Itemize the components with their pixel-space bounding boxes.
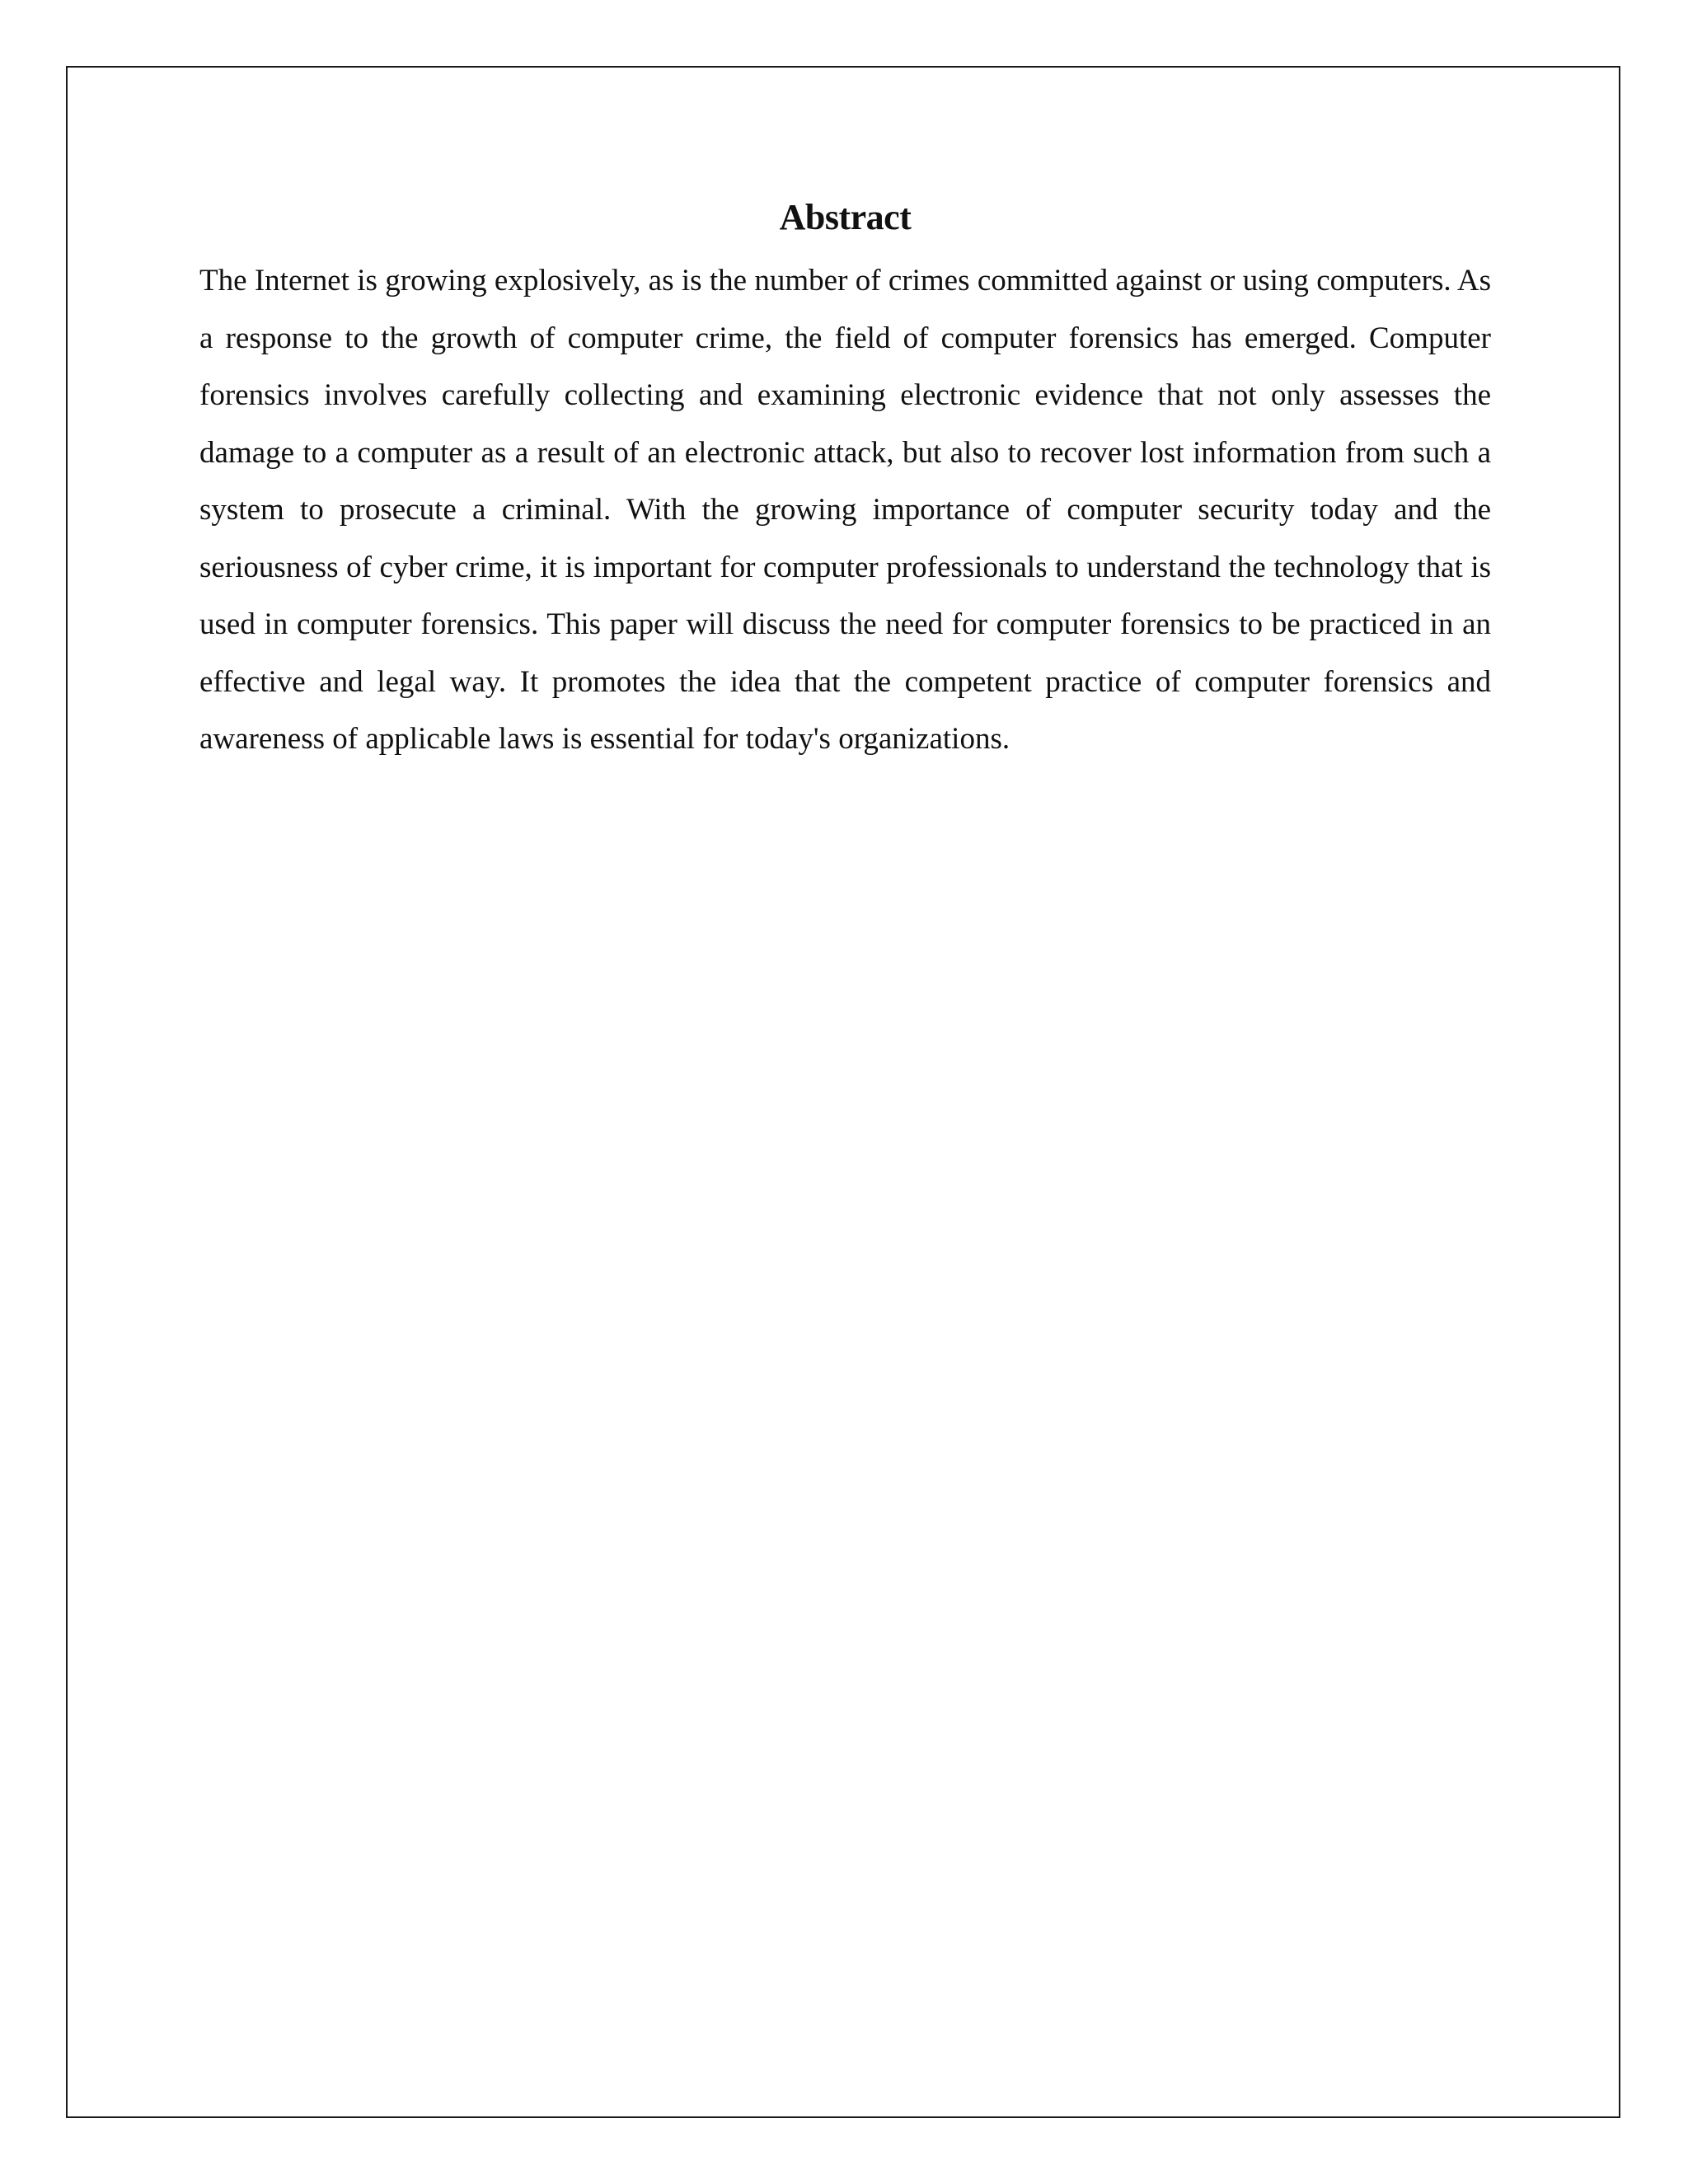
abstract-paragraph: The Internet is growing explosively, as is the number of crimes committed against or using computers. As a response to the growth of computer crime, the field of computer forensics has emerged. Computer forensics involves carefully collecting and examining electronic evidence that not only assesses the damage to a computer as a result of an electronic attack, but also to recover lost information from such a system to prosecute a criminal. With the growing importance of computer security today and the seriousness of cyber crime, it is important for computer professionals to understand the technology that is used in computer forensics. This paper will discuss the need for computer forensics to be practiced in an effective and legal way. It promotes the idea that the competent practice of computer forensics and awareness of applicable laws is essential for today's organizations. bbox=[199, 264, 1491, 756]
abstract-section bbox=[199, 194, 1491, 768]
abstract-heading: Abstract bbox=[779, 197, 912, 237]
